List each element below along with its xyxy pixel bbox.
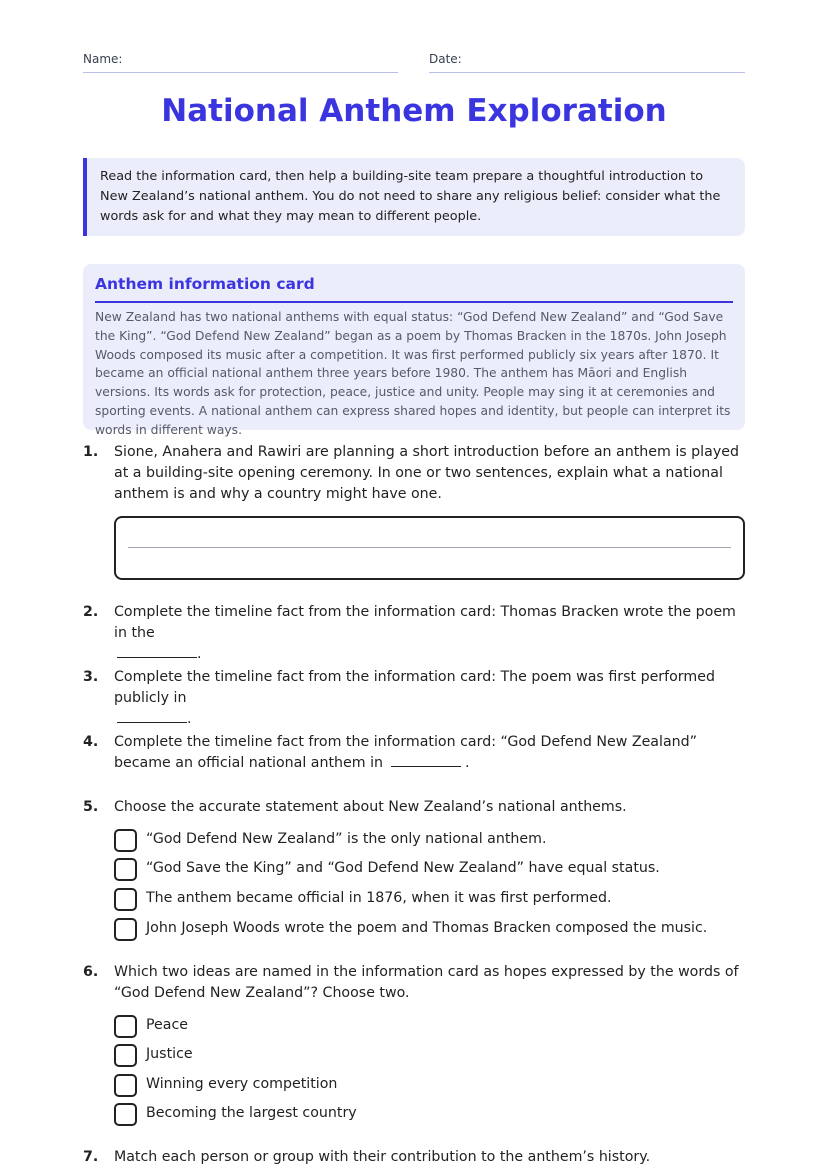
information-card — [83, 264, 745, 437]
card-body: New Zealand has two national anthems with equal status: “God Defend New Zealand” and “God Save the King”. “God Defend New Zealand” began as a poem by Thomas Bracken in the 1870s. John Joseph Woods composed its music after a competition. It was first performed publicly six years after 1870. It became an official national anthem three years before 1980. The anthem has Māori and English versions. Its words ask for protection, peace, justice and unity. People may sing it at ceremonies and sporting events. A national anthem can express shared hopes and identity, but people can interpret its words in different ways. — [95, 310, 731, 437]
question-6 — [83, 962, 745, 1004]
name-field[interactable] — [83, 52, 398, 73]
question-number: 4. — [83, 734, 99, 750]
question-number: 5. — [83, 799, 99, 815]
question-text: Complete the timeline fact from the information card: The poem was first performed publicly in — [114, 669, 715, 706]
header-row — [83, 52, 745, 74]
intro-callout: Read the information card, then help a building-site team prepare a thoughtful introduction to New Zealand’s national anthem. You do not need to share any religious belief: consider what the words ask for and what they may mean to different people. — [83, 158, 745, 236]
date-field[interactable] — [429, 52, 745, 73]
checkbox[interactable] — [114, 888, 137, 911]
sentence-end: . — [197, 646, 202, 662]
option-label: The anthem became official in 1876, when it was first performed. — [146, 890, 612, 906]
fill-blank-q3[interactable] — [117, 709, 187, 723]
question-5 — [83, 797, 745, 818]
checkbox[interactable] — [114, 858, 137, 881]
question-text: Which two ideas are named in the information card as hopes expressed by the words of “God Defend New Zealand”? Choose two. — [114, 964, 739, 1001]
question-text: Match each person or group with their contribution to the anthem’s history. — [114, 1149, 651, 1165]
question-text: Sione, Anahera and Rawiri are planning a short introduction before an anthem is played at a building-site opening ceremony. In one or two sentences, explain what a national anthem is and why a country might have one. — [114, 444, 739, 502]
checkbox[interactable] — [114, 1103, 137, 1126]
answer-box-q1[interactable] — [114, 516, 745, 580]
question-number: 3. — [83, 669, 99, 685]
question-1 — [83, 442, 745, 505]
question-7 — [83, 1147, 745, 1168]
name-label: Name: — [83, 52, 123, 66]
checkbox[interactable] — [114, 1015, 137, 1038]
option-label: John Joseph Woods wrote the poem and Thomas Bracken composed the music. — [146, 920, 708, 936]
question-text: Complete the timeline fact from the information card: “God Defend New Zealand” became an official national anthem in — [114, 734, 697, 771]
question-2 — [83, 602, 745, 665]
option-label: Winning every competition — [146, 1076, 338, 1092]
date-label: Date: — [429, 52, 462, 66]
option-label: Peace — [146, 1017, 189, 1033]
question-text: Choose the accurate statement about New Zealand’s national anthems. — [114, 799, 627, 815]
question-number: 6. — [83, 964, 99, 980]
page-title: National Anthem Exploration — [161, 93, 667, 129]
fill-blank-q4[interactable] — [391, 753, 461, 767]
question-number: 2. — [83, 604, 99, 620]
sentence-end: . — [187, 711, 192, 727]
option-label: Becoming the largest country — [146, 1105, 357, 1121]
option-label: Justice — [146, 1046, 193, 1062]
question-4 — [83, 732, 745, 774]
checkbox[interactable] — [114, 918, 137, 941]
card-title: Anthem information card — [95, 274, 733, 303]
sentence-end: . — [465, 755, 470, 771]
question-number: 1. — [83, 444, 99, 460]
answer-line — [128, 547, 731, 548]
checkbox[interactable] — [114, 1044, 137, 1067]
question-text: Complete the timeline fact from the information card: Thomas Bracken wrote the poem in the — [114, 604, 736, 641]
option-label: “God Save the King” and “God Defend New Zealand” have equal status. — [146, 860, 660, 876]
option-label: “God Defend New Zealand” is the only national anthem. — [146, 831, 547, 847]
checkbox[interactable] — [114, 1074, 137, 1097]
fill-blank-q2[interactable] — [117, 644, 197, 658]
question-3 — [83, 667, 745, 730]
checkbox[interactable] — [114, 829, 137, 852]
question-number: 7. — [83, 1149, 99, 1165]
